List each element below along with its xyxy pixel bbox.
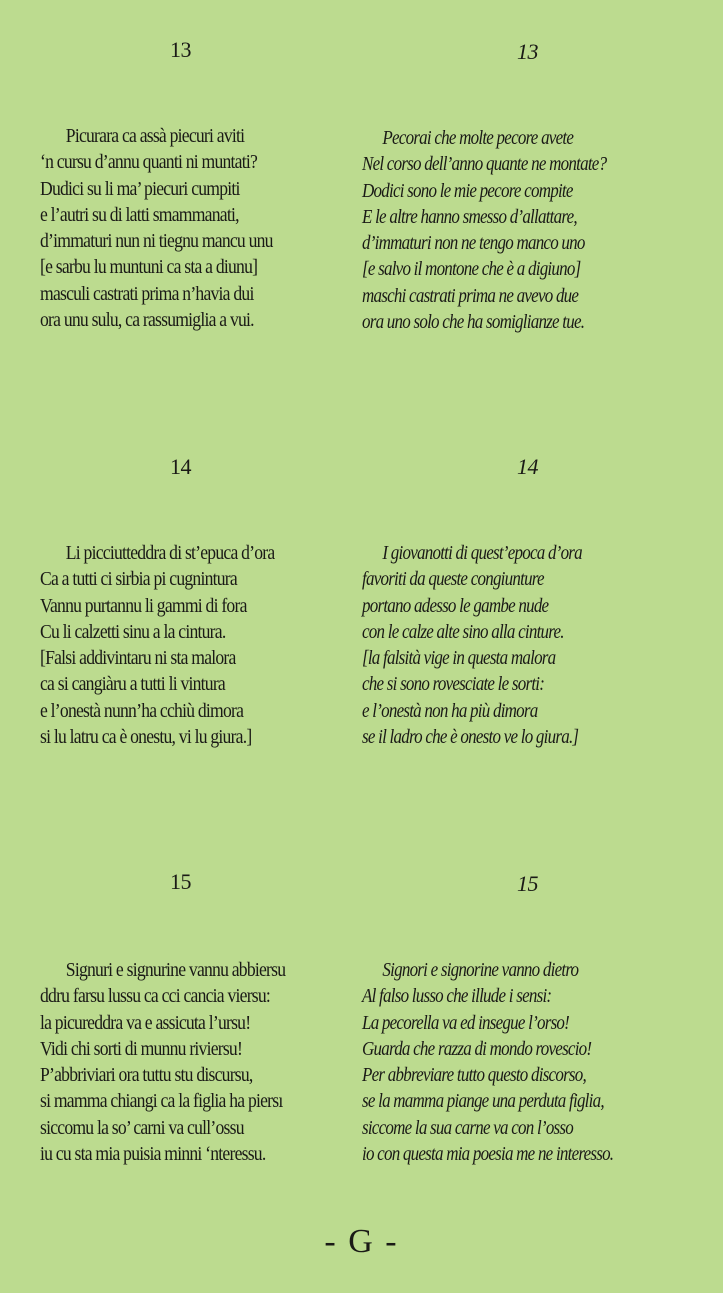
verse-line: [e salvo il montone che è a digiuno] <box>362 258 581 281</box>
verse-line: Vannu purtannu li gammi di fora <box>40 594 247 617</box>
verse-line: se la mamma piange una perduta figlia, <box>362 1090 604 1113</box>
verse-line: maschi castrati prima ne avevo due <box>362 284 579 307</box>
verse-line: Pecorai che molte pecore avete <box>382 127 574 149</box>
verse-line: ddru farsu lussu ca cci cancia viersu: <box>40 985 271 1008</box>
verse-line: d’immaturi non ne tengo manco uno <box>362 232 585 255</box>
verse-line: portano adesso le gambe nude <box>362 594 549 617</box>
verse-line: [e sarbu lu muntuni ca sta a diunu] <box>40 256 258 279</box>
verse-line: Al falso lusso che illude i sensi: <box>362 985 552 1008</box>
stanza-number: 13 <box>517 39 538 64</box>
verse-line: d’immaturi nun ni tiegnu mancu unu <box>40 230 273 253</box>
verse-line: siccome la sua carne va con l’osso <box>362 1116 573 1139</box>
page-label: - G - <box>324 1223 399 1260</box>
verse-line: Nel corso dell’anno quante ne montate? <box>362 153 607 176</box>
stanza-number: 14 <box>170 454 191 479</box>
verse-line: Ca a tutti ci sirbia pi cugnintura <box>40 568 237 591</box>
verse-line: masculi castrati prima n’havia dui <box>40 282 254 305</box>
verse-line: se il ladro che è onesto ve lo giura.] <box>362 726 579 749</box>
verse-line: Cu li calzetti sinu a la cintura. <box>40 620 226 643</box>
verse-line: ora uno solo che ha somiglianze tue. <box>362 311 585 334</box>
verse-line: ‘n cursu d’annu quanti ni muntati? <box>40 151 258 174</box>
verse-line: La pecorella va ed insegue l’orso! <box>362 1011 570 1034</box>
verse-line: Dodici sono le mie pecore compite <box>362 179 573 202</box>
verse-line: e l’onestà non ha più dimora <box>362 699 538 722</box>
dialect-stanza-14 <box>40 540 313 750</box>
verse-line: io con questa mia poesia me ne interesso. <box>362 1143 614 1166</box>
translation-stanza-13 <box>362 125 649 335</box>
verse-line: P’abbriviari ora tuttu stu discursu, <box>40 1064 253 1087</box>
stanza-number: 15 <box>517 871 538 896</box>
verse-line: la picureddra va e assicuta l’ursu! <box>40 1011 251 1034</box>
verse-line: Dudici su li ma’ piecuri cumpiti <box>40 177 240 200</box>
stanza-number: 15 <box>170 869 191 894</box>
verse-line: E le altre hanno smesso d’allattare, <box>362 205 577 228</box>
verse-line: iu cu sta mia puisia minni ‘nteressu. <box>40 1143 266 1166</box>
verse-line: Guarda che razza di mondo rovescio! <box>362 1037 592 1060</box>
verse-line: [Falsi addivintaru ni sta malora <box>40 647 236 670</box>
stanza-number: 13 <box>170 37 191 62</box>
translation-stanza-15 <box>362 957 658 1167</box>
dialect-stanza-15 <box>40 957 325 1167</box>
verse-line: con le calze alte sino alla cinture. <box>362 620 564 643</box>
verse-line: si mamma chiangi ca la figlia ha piersı <box>40 1090 283 1113</box>
verse-line: Signori e signorine vanno dietro <box>382 959 579 981</box>
translation-stanza-14 <box>362 540 621 750</box>
verse-line: si lu latru ca è onestu, vi lu giura.] <box>40 726 252 749</box>
dialect-stanza-13 <box>40 123 311 333</box>
verse-line: e l’onestà nunn’ha cchiù dimora <box>40 699 244 722</box>
verse-line: I giovanotti di quest’epoca d’ora <box>382 542 582 564</box>
verse-line: [la falsità vige in questa malora <box>362 647 556 670</box>
stanza-number: 14 <box>517 454 538 479</box>
verse-line: che si sono rovesciate le sorti: <box>362 673 545 696</box>
verse-line: ora unu sulu, ca rassumiglia a vui. <box>40 309 254 332</box>
verse-line: Vidi chi sorti di munnu riviersu! <box>40 1037 243 1060</box>
verse-line: Per abbreviare tutto questo discorso, <box>362 1064 587 1087</box>
verse-line: Li picciutteddra di st’epuca d’ora <box>65 542 275 564</box>
verse-line: Signuri e signurine vannu abbiersu <box>65 959 286 981</box>
verse-line: e l’autri su di latti smammanati, <box>40 203 239 226</box>
verse-line: Picurara ca assà piecuri aviti <box>65 125 245 147</box>
verse-line: favoriti da queste congiunture <box>362 568 544 591</box>
verse-line: ca si cangiàru a tutti li vintura <box>40 673 225 696</box>
verse-line: siccomu la so’ carni va cull’ossu <box>40 1116 244 1139</box>
